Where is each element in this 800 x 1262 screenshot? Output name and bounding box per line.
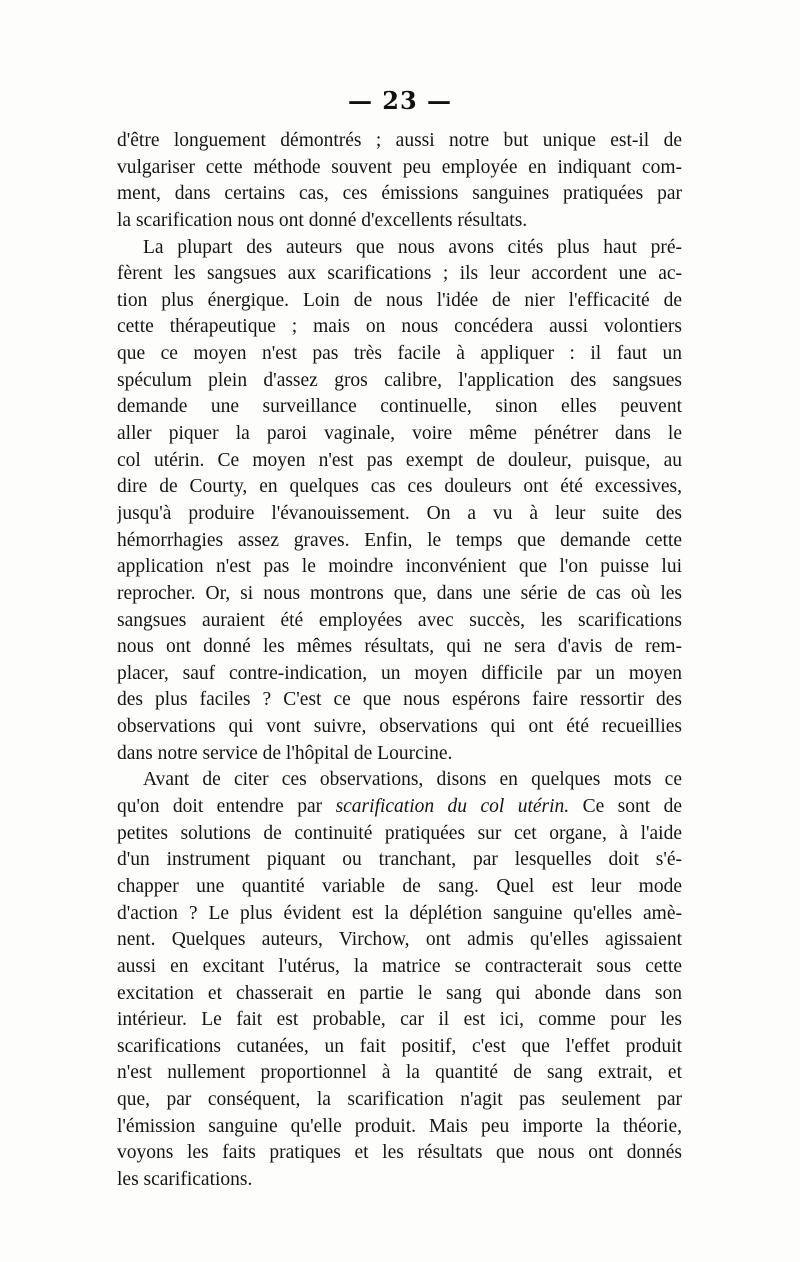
text-segment: Ce sont de	[569, 796, 682, 818]
text-line: La plupart des auteurs que nous avons cités plus haut pré-	[143, 236, 682, 258]
text-line: petites solutions de continuité pratiquées sur cet organe, à l'aide	[117, 822, 682, 844]
text-line: dans notre service de l'hôpital de Lourcine.	[117, 742, 453, 764]
text-line: nous ont donné les mêmes résultats, qui ne sera d'avis de rem-	[117, 636, 682, 658]
page-number: — 23 —	[347, 86, 453, 115]
text-line: vulgariser cette méthode souvent peu employée en indiquant com-	[117, 156, 682, 178]
text-line: l'émission sanguine qu'elle produit. Mais peu importe la théorie,	[117, 1115, 682, 1137]
text-line: chapper une quantité variable de sang. Quel est leur mode	[117, 875, 682, 897]
text-line: des plus faciles ? C'est ce que nous espérons faire ressortir des	[117, 689, 682, 711]
text-line: que ce moyen n'est pas très facile à appliquer : il faut un	[117, 343, 682, 365]
text-line: observations qui vont suivre, observations qui ont été recueillies	[117, 716, 682, 738]
text-line: sangsues auraient été employées avec succès, les scarifications	[117, 609, 682, 631]
body-text	[117, 128, 682, 1194]
text-line: d'un instrument piquant ou tranchant, par lesquelles doit s'é-	[117, 849, 682, 871]
text-line: voyons les faits pratiques et les résultats que nous ont donnés	[117, 1142, 682, 1164]
text-line: placer, sauf contre-indication, un moyen difficile par un moyen	[117, 662, 682, 684]
text-line	[117, 794, 682, 821]
text-line: nent. Quelques auteurs, Virchow, ont admis qu'elles agissaient	[117, 929, 682, 951]
text-line: hémorrhagies assez graves. Enfin, le temps que demande cette	[117, 529, 682, 551]
text-line: excitation et chasserait en partie le sang qui abonde dans son	[117, 982, 682, 1004]
italic-term: scarification du col utérin.	[335, 796, 570, 818]
text-line: Avant de citer ces observations, disons en quelques mots ce	[143, 769, 682, 791]
text-line: spéculum plein d'assez gros calibre, l'application des sangsues	[117, 369, 682, 391]
text-line: que, par conséquent, la scarification n'agit pas seulement par	[117, 1089, 682, 1111]
text-line: d'action ? Le plus évident est la déplétion sanguine qu'elles amè-	[117, 902, 682, 924]
text-line: fèrent les sangsues aux scarifications ; ils leur accordent une ac-	[117, 263, 682, 285]
text-line: aller piquer la paroi vaginale, voire même pénétrer dans le	[117, 423, 682, 445]
text-line: les scarifications.	[117, 1168, 253, 1190]
text-segment: qu'on doit entendre par	[117, 796, 336, 818]
text-line: n'est nullement proportionnel à la quantité de sang extrait, et	[117, 1062, 682, 1084]
text-line: dire de Courty, en quelques cas ces douleurs ont été excessives,	[117, 476, 682, 498]
text-line: reprocher. Or, si nous montrons que, dans une série de cas où les	[117, 582, 682, 604]
text-line: col utérin. Ce moyen n'est pas exempt de douleur, puisque, au	[117, 449, 682, 471]
text-line: aussi en excitant l'utérus, la matrice se contracterait sous cette	[117, 955, 682, 977]
text-line: jusqu'à produire l'évanouissement. On a vu à leur suite des	[117, 502, 682, 524]
text-line: d'être longuement démontrés ; aussi notre but unique est-il de	[117, 130, 682, 151]
text-line: intérieur. Le fait est probable, car il est ici, comme pour les	[117, 1009, 682, 1031]
text-line: application n'est pas le moindre inconvénient que l'on puisse lui	[117, 556, 682, 578]
text-line: cette thérapeutique ; mais on nous concédera aussi volontiers	[117, 316, 682, 338]
text-line: scarifications cutanées, un fait positif, c'est que l'effet produit	[117, 1035, 682, 1057]
text-line: demande une surveillance continuelle, sinon elles peuvent	[117, 396, 682, 418]
text-line: ment, dans certains cas, ces émissions sanguines pratiquées par	[117, 183, 682, 205]
text-line: la scarification nous ont donné d'excellents résultats.	[117, 209, 528, 231]
text-line: tion plus énergique. Loin de nous l'idée de nier l'efficacité de	[117, 289, 682, 311]
